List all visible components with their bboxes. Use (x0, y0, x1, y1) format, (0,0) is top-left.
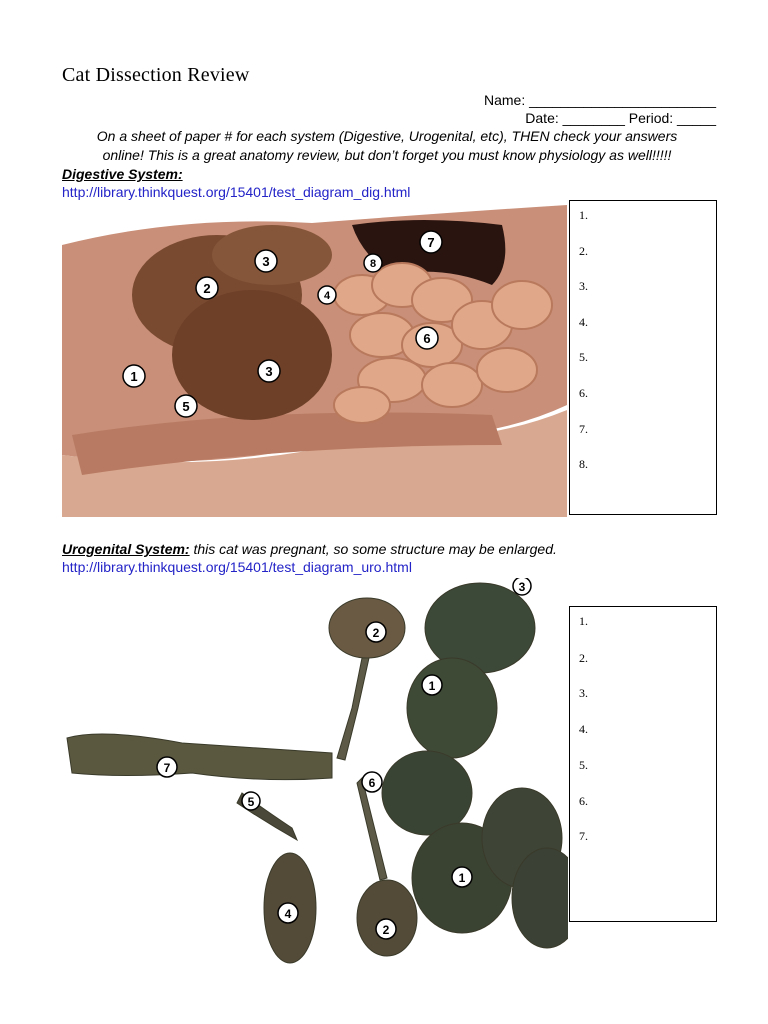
urogenital-marker-label: 1 (428, 679, 436, 693)
urogenital-marker (157, 757, 177, 777)
answer-number: 3. (579, 686, 588, 700)
urogenital-heading-line (62, 541, 557, 557)
digestive-marker-label: 7 (427, 235, 435, 250)
urogenital-marker-label: 2 (372, 626, 380, 640)
urogenital-marker-label: 6 (368, 776, 376, 790)
digestive-marker (123, 365, 145, 387)
digestive-answer-box (569, 200, 717, 515)
urogenital-illustration (62, 578, 568, 978)
answer-number: 7. (579, 829, 588, 843)
answer-number: 1. (579, 208, 588, 222)
digestive-marker-label: 6 (423, 331, 431, 346)
urogenital-marker (366, 622, 386, 642)
urogenital-marker (422, 675, 442, 695)
answer-number: 8. (579, 457, 588, 471)
digestive-marker (416, 327, 438, 349)
digestive-marker-label: 8 (369, 258, 377, 270)
urogenital-marker (278, 903, 298, 923)
answer-number: 6. (579, 386, 588, 400)
name-line: Name: ________________________ (484, 92, 716, 108)
answer-number: 6. (579, 794, 588, 808)
urogenital-heading: Urogenital System: (62, 541, 190, 557)
urogenital-marker (376, 919, 396, 939)
urogenital-marker (362, 772, 382, 792)
answer-number: 5. (579, 350, 588, 364)
digestive-illustration (62, 205, 567, 517)
digestive-marker (196, 277, 218, 299)
urogenital-marker-label: 7 (163, 761, 171, 775)
digestive-marker-label: 3 (265, 364, 273, 379)
urogenital-marker-label: 3 (518, 580, 526, 594)
digestive-link[interactable]: http://library.thinkquest.org/15401/test_diagram_dig.html (62, 184, 411, 200)
answer-number: 3. (579, 279, 588, 293)
answer-number: 2. (579, 244, 588, 258)
page-title: Cat Dissection Review (62, 64, 250, 86)
instructions (62, 127, 712, 165)
digestive-marker (318, 286, 336, 304)
digestive-marker-label: 1 (130, 369, 138, 384)
answer-number: 5. (579, 758, 588, 772)
urogenital-marker (513, 578, 531, 595)
urogenital-marker (452, 867, 472, 887)
digestive-heading: Digestive System: (62, 166, 183, 182)
urogenital-photo (62, 578, 568, 978)
answer-number: 1. (579, 614, 588, 628)
digestive-marker-label: 3 (262, 254, 270, 269)
digestive-marker (420, 231, 442, 253)
instruction-line-2: online! This is a great anatomy review, but don’t forget you must know physiology as well!!!!! (102, 147, 672, 163)
digestive-marker-label: 5 (182, 399, 190, 414)
urogenital-marker-label: 1 (458, 871, 466, 885)
digestive-photo (62, 205, 567, 517)
answer-number: 4. (579, 315, 588, 329)
answer-number: 2. (579, 651, 588, 665)
instruction-line-1: On a sheet of paper # for each system (Digestive, Urogenital, etc), THEN check your answers (96, 128, 678, 144)
answer-number: 4. (579, 722, 588, 736)
digestive-marker (175, 395, 197, 417)
urogenital-note: this cat was pregnant, so some structure may be enlarged. (189, 541, 557, 557)
urogenital-marker-label: 2 (382, 923, 390, 937)
urogenital-marker (242, 792, 260, 810)
digestive-marker-label: 4 (323, 290, 331, 302)
urogenital-link[interactable]: http://library.thinkquest.org/15401/test_diagram_uro.html (62, 559, 412, 575)
urogenital-answer-box (569, 606, 717, 922)
digestive-marker (364, 254, 382, 272)
urogenital-marker-label: 4 (284, 907, 292, 921)
digestive-marker (255, 250, 277, 272)
urogenital-marker-label: 5 (247, 795, 255, 809)
digestive-marker (258, 360, 280, 382)
digestive-marker-label: 2 (203, 281, 211, 296)
date-period-line: Date: ________ Period: _____ (525, 110, 716, 126)
answer-number: 7. (579, 422, 588, 436)
